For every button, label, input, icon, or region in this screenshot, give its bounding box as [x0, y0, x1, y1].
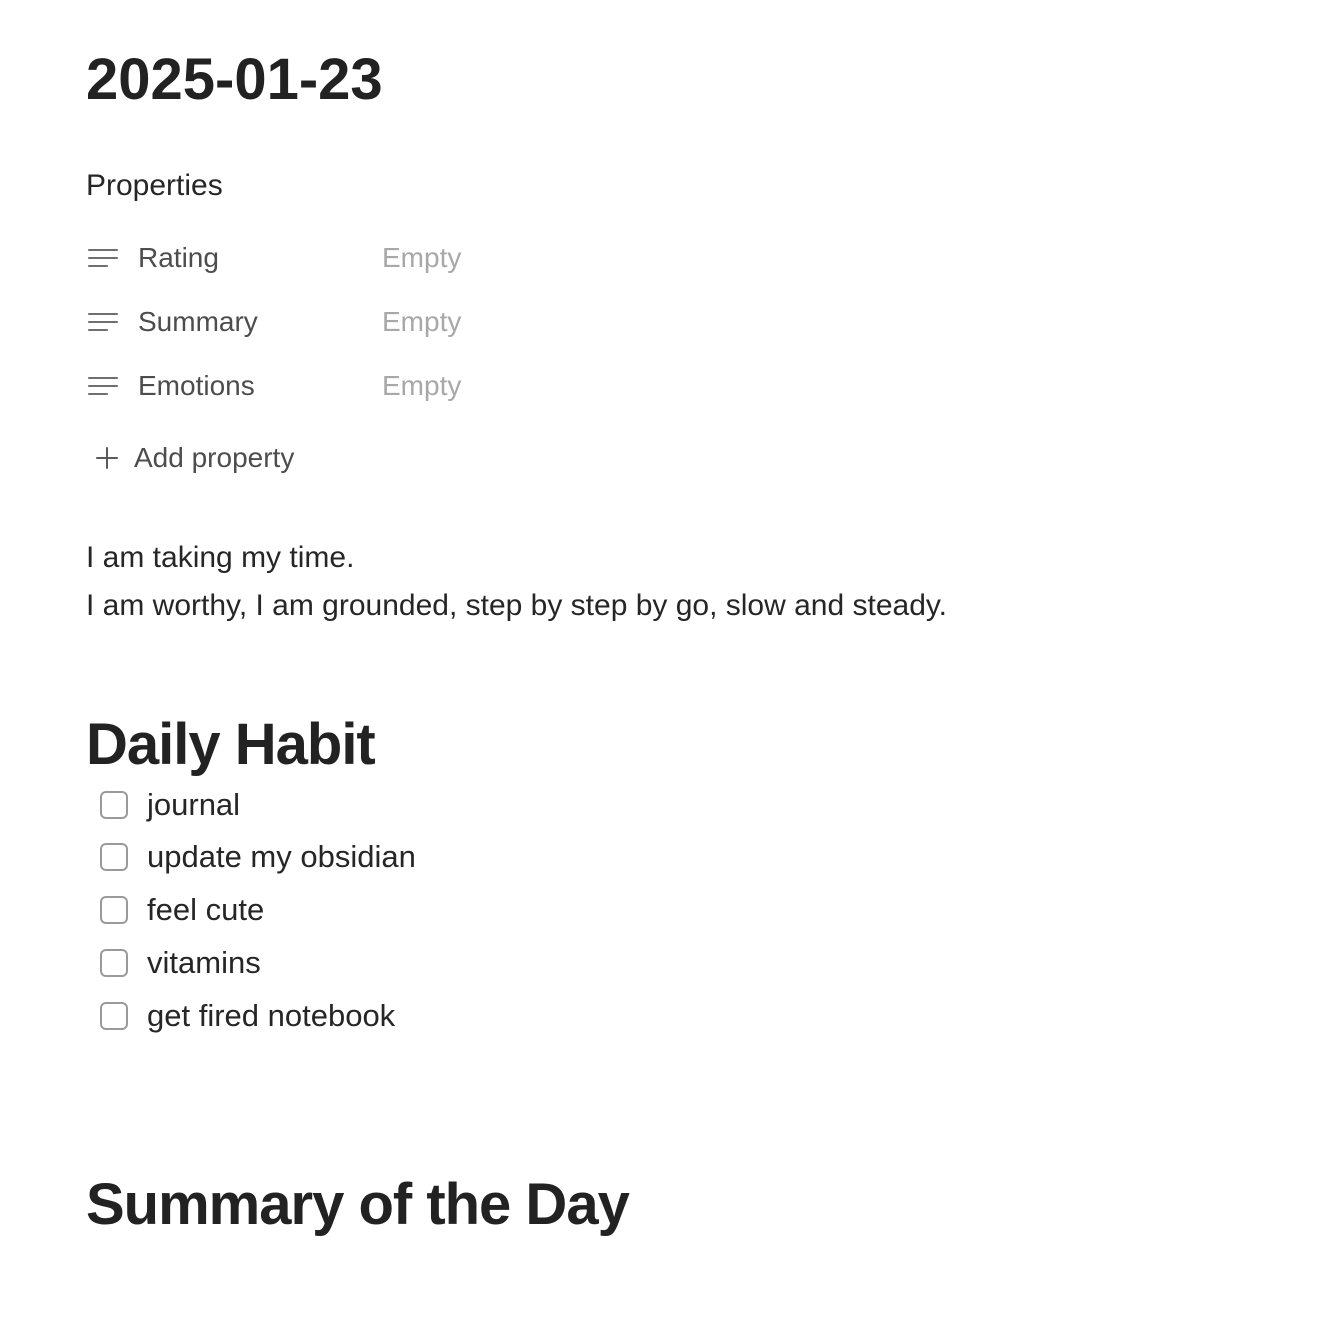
add-property-button[interactable]: [92, 436, 294, 480]
property-row-rating[interactable]: [86, 236, 686, 280]
body-line[interactable]: I am taking my time.: [86, 541, 355, 574]
property-name[interactable]: Emotions: [138, 370, 255, 401]
text-lines-icon: [86, 246, 120, 270]
daily-habit-heading[interactable]: Daily Habit: [86, 712, 375, 777]
task-item: [100, 994, 395, 1038]
task-label[interactable]: journal: [147, 787, 241, 822]
task-label[interactable]: update my obsidian: [147, 839, 416, 874]
task-checkbox[interactable]: [100, 1002, 128, 1030]
note-title[interactable]: 2025-01-23: [86, 47, 383, 112]
task-label[interactable]: get fired notebook: [147, 998, 396, 1033]
task-label[interactable]: feel cute: [147, 892, 265, 927]
task-item: [100, 941, 261, 985]
task-item: [100, 783, 240, 827]
body-line[interactable]: I am worthy, I am grounded, step by step by go, slow and steady.: [86, 589, 948, 622]
summary-heading[interactable]: Summary of the Day: [86, 1172, 629, 1237]
property-value[interactable]: Empty: [382, 242, 462, 273]
property-name[interactable]: Rating: [138, 242, 219, 273]
property-row-summary[interactable]: [86, 300, 686, 344]
text-lines-icon: [86, 374, 120, 398]
task-checkbox[interactable]: [100, 791, 128, 819]
text-lines-icon: [86, 310, 120, 334]
property-row-emotions[interactable]: [86, 364, 686, 408]
task-checkbox[interactable]: [100, 896, 128, 924]
task-label[interactable]: vitamins: [147, 945, 261, 980]
property-name[interactable]: Summary: [138, 306, 258, 337]
task-item: [100, 835, 416, 879]
task-checkbox[interactable]: [100, 843, 128, 871]
properties-heading[interactable]: Properties: [86, 169, 223, 202]
property-value[interactable]: Empty: [382, 306, 462, 337]
plus-icon: [92, 443, 122, 473]
task-item: [100, 888, 264, 932]
property-value[interactable]: Empty: [382, 370, 462, 401]
add-property-label: Add property: [134, 442, 295, 473]
task-checkbox[interactable]: [100, 949, 128, 977]
